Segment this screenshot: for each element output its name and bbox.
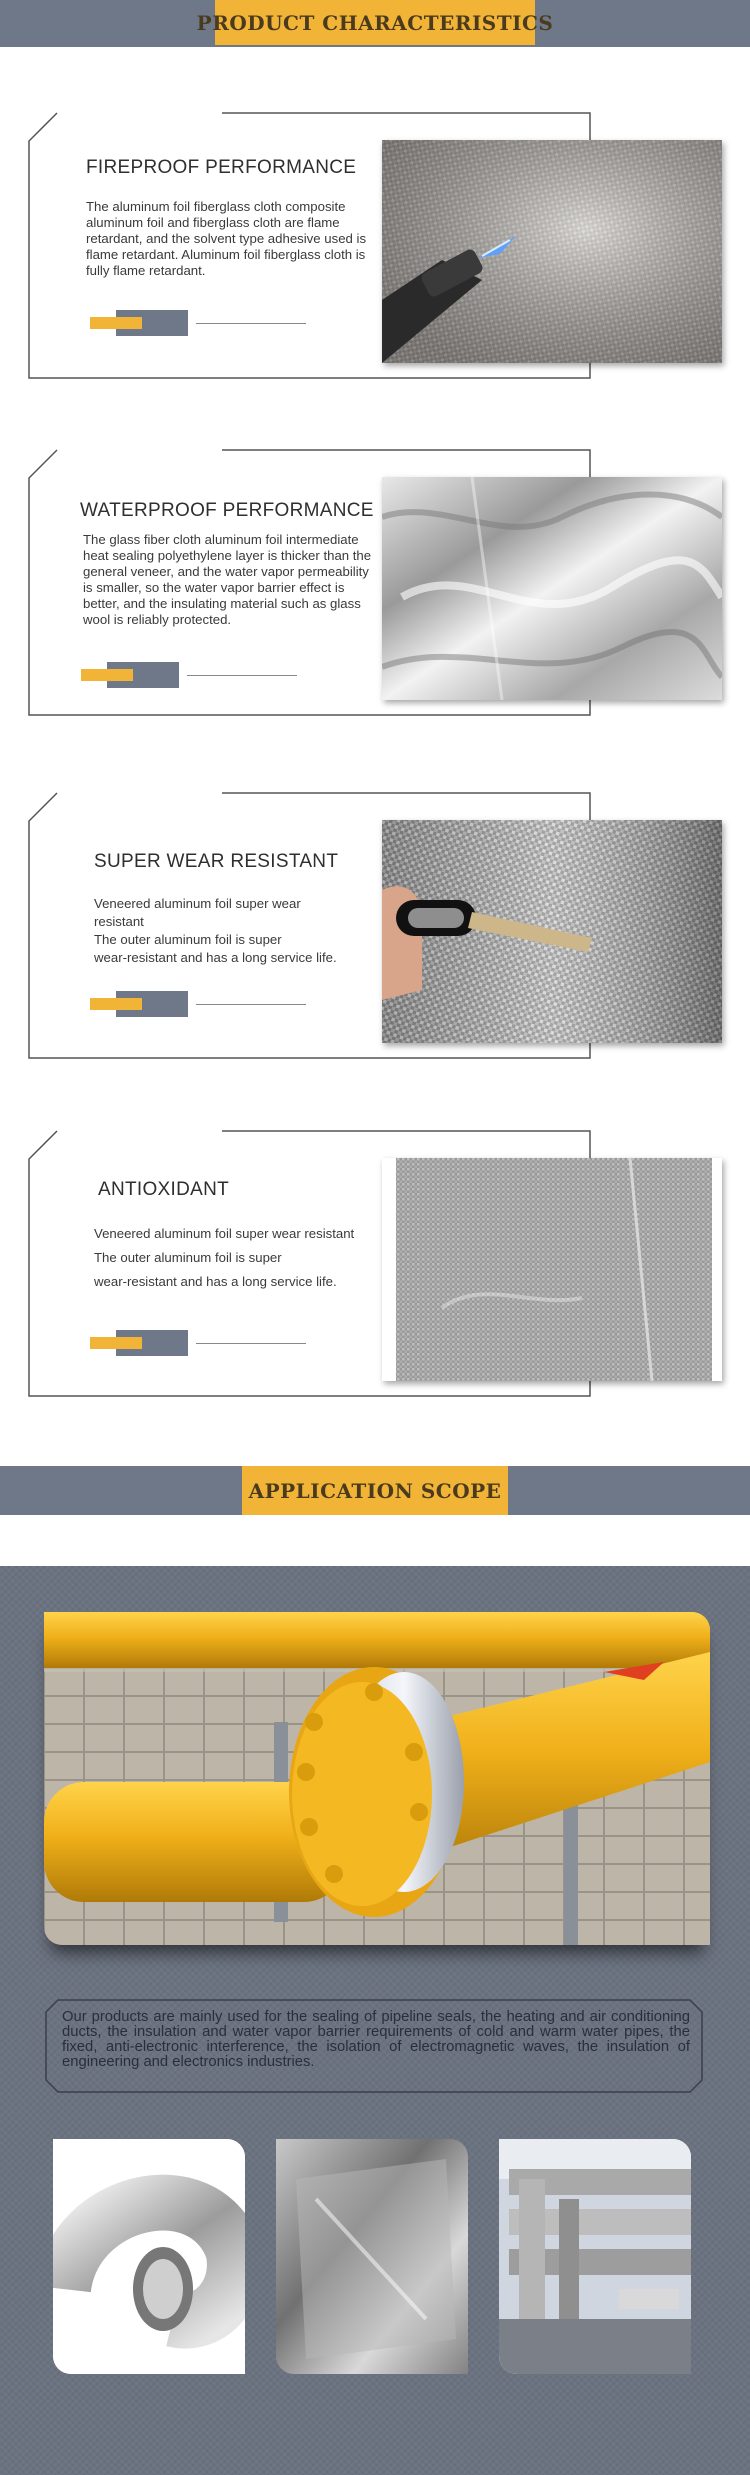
feature-text-line: Veneered aluminum foil super wear: [94, 896, 301, 911]
feature-title: ANTIOXIDANT: [98, 1179, 230, 1200]
feature-text-line: wear-resistant and has a long service life.: [94, 1274, 337, 1289]
decor-line: [196, 1004, 306, 1005]
feature-text-line: The outer aluminum foil is super: [94, 932, 282, 947]
decor-line: [196, 323, 306, 324]
application-thumb-pipe-insulation: [276, 2139, 468, 2374]
feature-text: [94, 895, 394, 967]
feature-card-antioxidant: [0, 1131, 750, 1421]
feature-title: FIREPROOF PERFORMANCE: [86, 157, 357, 178]
decor-yellow-bar: [81, 669, 133, 681]
decor-line: [196, 1343, 306, 1344]
section-title-product-characteristics: PRODUCT CHARACTERISTICS: [215, 0, 535, 45]
feature-photo-wear-resistant: [382, 820, 722, 1043]
feature-photo-waterproof: [382, 477, 722, 700]
decor-yellow-bar: [90, 998, 142, 1010]
feature-text-line: Veneered aluminum foil super wear resistant: [94, 1226, 355, 1241]
feature-title: WATERPROOF PERFORMANCE: [80, 500, 374, 521]
feature-title: SUPER WEAR RESISTANT: [94, 851, 339, 872]
feature-card-fireproof: [0, 113, 750, 403]
application-thumb-duct: [53, 2139, 245, 2374]
decor-line: [187, 675, 297, 676]
decor-yellow-bar: [90, 1337, 142, 1349]
feature-card-wear-resistant: [0, 793, 750, 1083]
application-main-photo: [44, 1612, 710, 1945]
feature-card-waterproof: [0, 450, 750, 740]
feature-photo-fireproof: [382, 140, 722, 363]
feature-text-line: resistant: [94, 914, 144, 929]
feature-text: The glass fiber cloth aluminum foil intermediate heat sealing polyethylene layer is thicker than the general veneer, and the water vapor permeability is smaller, so the water vapor barrier effect is better, and the insulating material such as glass wool is reliably protected.: [83, 532, 372, 627]
decor-yellow-bar: [90, 317, 142, 329]
section-title-application-scope: APPLICATION SCOPE: [242, 1466, 508, 1515]
feature-text-line: wear-resistant and has a long service life.: [94, 950, 337, 965]
feature-text: The aluminum foil fiberglass cloth composite aluminum foil and fiberglass cloth are flame retardant, and the solvent type adhesive used is flame retardant. Aluminum foil fiberglass cloth is fully flame retardant.: [86, 199, 367, 278]
application-thumb-industrial-pipes: [499, 2139, 691, 2374]
feature-text-line: The outer aluminum foil is super: [94, 1250, 282, 1265]
application-description: Our products are mainly used for the sealing of pipeline seals, the heating and air conditioning ducts, the insulation and water vapor barrier requirements of cold and warm water pipes, the fixed, anti-electronic interference, the isolation of electromagnetic waves, the insulation of engineering and electronics industries.: [62, 2009, 690, 2070]
feature-text: [94, 1222, 394, 1294]
feature-photo-antioxidant: [382, 1158, 722, 1381]
application-description-box: [44, 1998, 704, 2094]
